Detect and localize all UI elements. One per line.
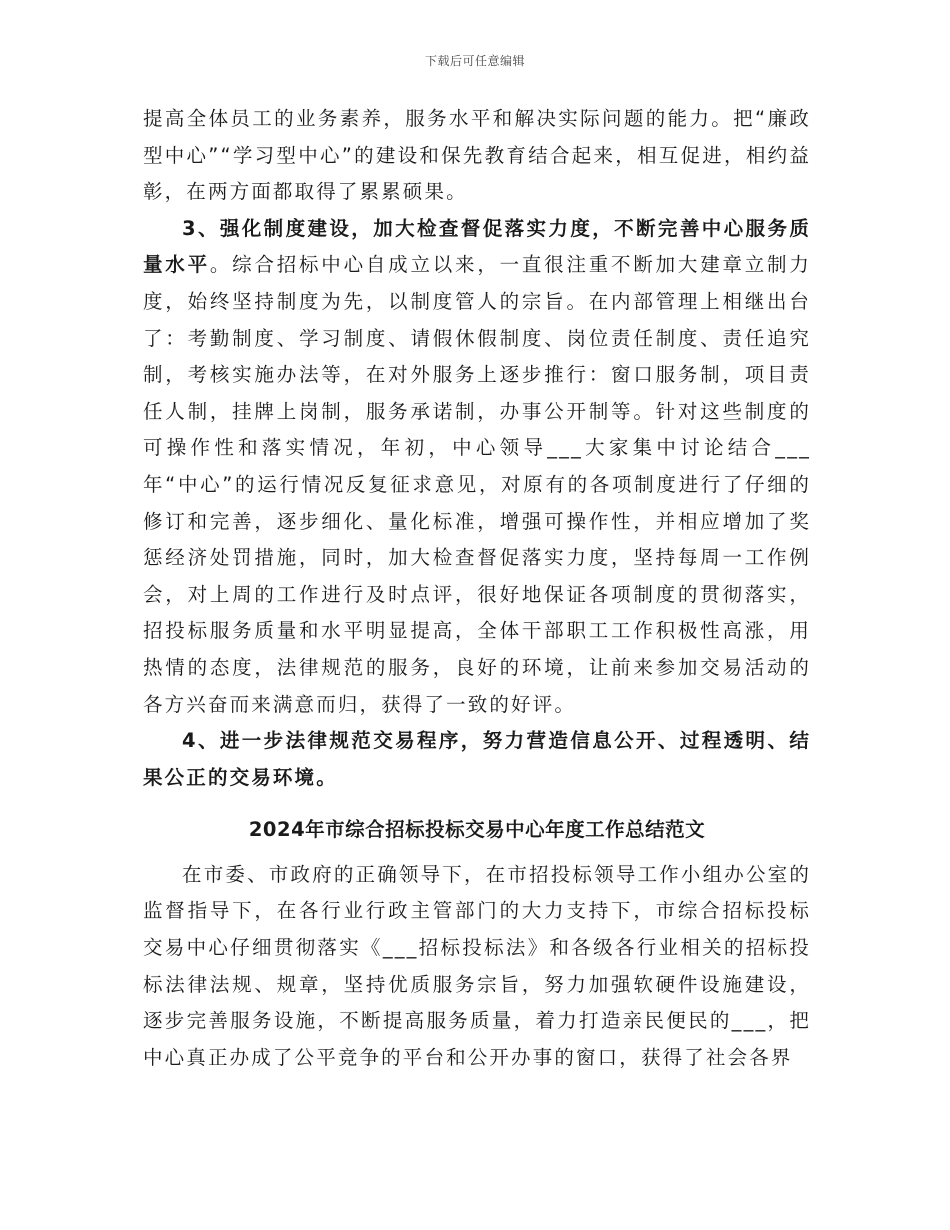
paragraph-section-3 [143, 211, 811, 723]
section-3-heading: 3、强化制度建设，加大检查督促落实力度，不断完善中心服务质量水平 [143, 216, 811, 277]
paragraph-intro: 在市委、市政府的正确领导下，在市招投标领导工作小组办公室的监督指导下，在各行业行政主管部门的大力支持下，市综合招标投标交易中心仔细贯彻落实《___招标投标法》和各级各行业相关的招标投标法律法规、规章，坚持优质服务宗旨，努力加强软硬件设施建设，逐步完善服务设施，不断提高服务质量，着力打造亲民便民的___，把中心真正办成了公平竞争的平台和公开办事的窗口，获得了社会各界 [143, 862, 811, 1069]
paragraph-continuation: 提高全体员工的业务素养，服务水平和解决实际问题的能力。把“廉政型中心”“学习型中心”的建设和保先教育结合起来，相互促进，相约益彰，在两方面都取得了累累硕果。 [143, 107, 811, 204]
document-title: 2024年市综合招标投标交易中心年度工作总结范文 [248, 818, 706, 842]
document-body [143, 101, 811, 1076]
section-4-heading: 4、进一步法律规范交易程序，努力营造信息公开、过程透明、结果公正的交易环境。 [143, 729, 811, 789]
section-3-body: 。综合招标中心自成立以来，一直很注重不断加大建章立制力度，始终坚持制度为先，以制度管人的宗旨。在内部管理上相继出台了：考勤制度、学习制度、请假休假制度、岗位责任制度、责任追究制，考核实施办法等，在对外服务上逐步推行：窗口服务制，项目责任人制，挂牌上岗制，服务承诺制，办事公开制等。针对这些制度的可操作性和落实情况，年初，中心领导___大家集中讨论结合___年“中心”的运行情况反复征求意见，对原有的各项制度进行了仔细的修订和完善，逐步细化、量化标准，增强可操作性，并相应增加了奖惩经济处罚措施，同时，加大检查督促落实力度，坚持每周一工作例会，对上周的工作进行及时点评，很好地保证各项制度的贯彻落实，招投标服务质量和水平明显提高，全体干部职工工作积极性高涨，用热情的态度，法律规范的服务，良好的环境，让前来参加交易活动的各方兴奋而来满意而归，获得了一致的好评。 [143, 253, 811, 716]
download-edit-note: 下载后可任意编辑 [424, 54, 525, 68]
